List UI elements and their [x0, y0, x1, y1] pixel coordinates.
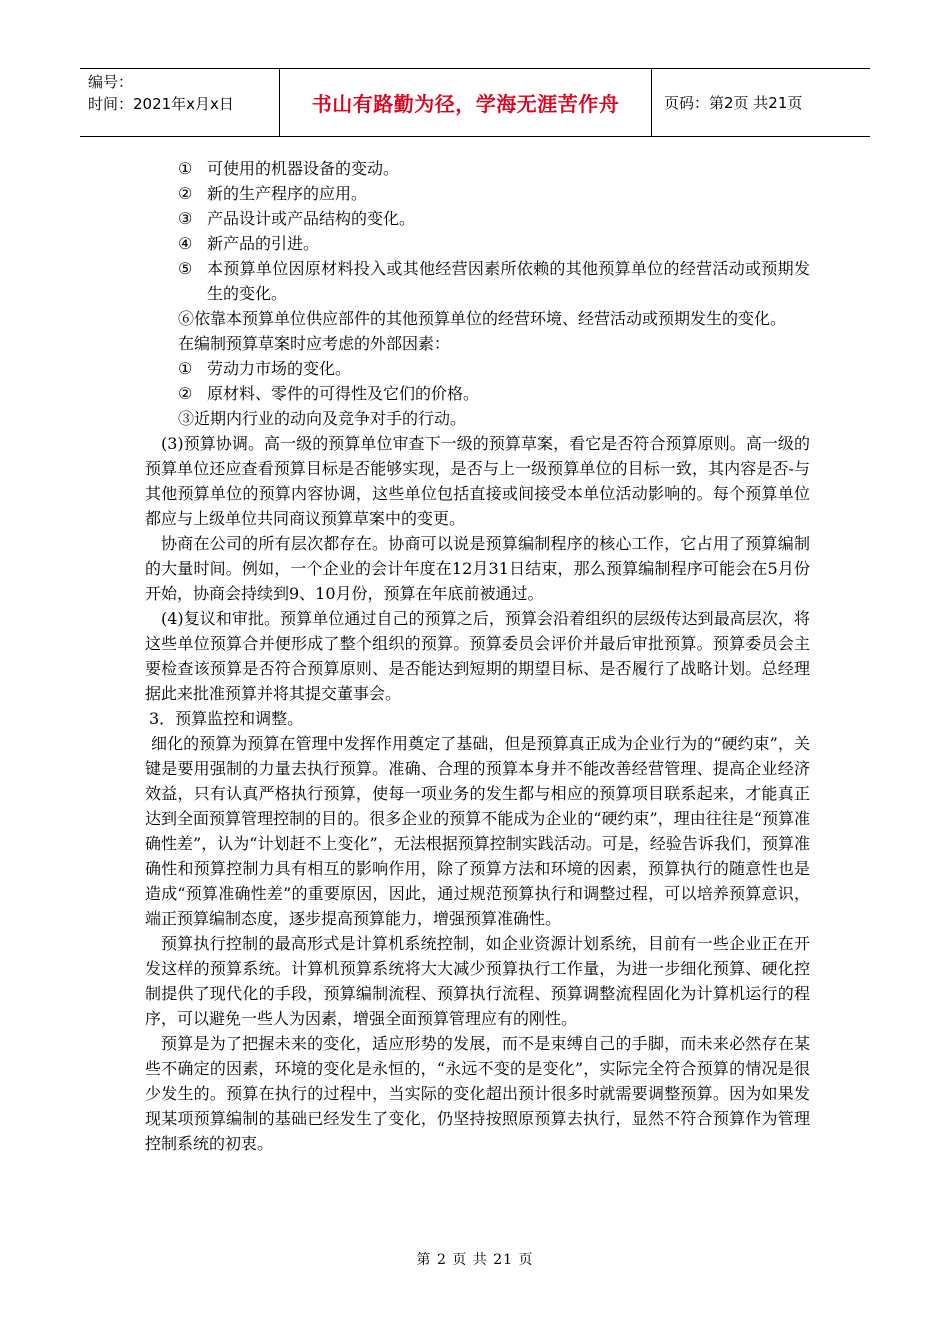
- paragraph-budget-change: 预算是为了把握未来的变化，适应形势的发展，而不是束缚自己的手脚，而未来必然存在某些不确定的因素，环境的变化是永恒的，“永远不变的是变化”，实际完全符合预算的情况是很少发生的。预算在执行的过程中，当实际的变化超出预计很多时就需要调整预算。因为如果发现某项预算编制的基础已经发生了变化，仍坚持按照原预算去执行，显然不符合预算作为管理控制系统的初衷。: [145, 1034, 810, 1153]
- list-item: ③ 产品设计或产品结构的变化。: [178, 209, 416, 228]
- list-item: ⑤ 本预算单位因原材料投入或其他经营因素所依赖的其他预算单位的经营活动或预期发生的变化。: [178, 259, 810, 303]
- page-header: [80, 68, 870, 137]
- paragraph-computer-control: 预算执行控制的最高形式是计算机系统控制，如企业资源计划系统，目前有一些企业正在开发这样的预算系统。计算机预算系统将大大减少预算执行工作量，为进一步细化预算、硬化控制提供了现代化的手段，预算编制流程、预算执行流程、预算调整流程固化为计算机运行的程序，可以避免一些人为因素，增强全面预算管理应有的刚性。: [145, 934, 810, 1028]
- header-motto: 书山有路勤为径，学海无涯苦作舟: [280, 69, 652, 136]
- paragraph-negotiation: 协商在公司的所有层次都存在。协商可以说是预算编制程序的核心工作，它占用了预算编制的大量时间。例如，一个企业的会计年度在12月31日结束，那么预算编制程序可能会在5月份开始，协商会持续到9、10月份，预算在年底前被通过。: [145, 534, 810, 603]
- serial-label: 编号：: [88, 73, 134, 91]
- page-footer: 第 2 页 共 21 页: [416, 1252, 534, 1268]
- section-heading: 3．预算监控和调整。: [149, 709, 304, 728]
- document-body: [145, 156, 810, 1156]
- list-item: ⑥依靠本预算单位供应部件的其他预算单位的经营环境、经营活动或预期发生的变化。: [178, 309, 787, 328]
- list-item: ② 新的生产程序的应用。: [178, 184, 368, 203]
- header-page-info: 页码：第2页 共21页: [664, 94, 803, 112]
- list-item: ① 劳动力市场的变化。: [178, 359, 352, 378]
- list-item: ① 可使用的机器设备的变动。: [178, 159, 400, 178]
- list-item: ③近期内行业的动向及竞争对手的行动。: [178, 409, 467, 428]
- paragraph-coordination: (3)预算协调。高一级的预算单位审查下一级的预算草案，看它是否符合预算原则。高一级的预算单位还应查看预算目标是否能够实现，是否与上一级预算单位的目标一致，其内容是否-与其他预算单位的预算内容协调，这些单位包括直接或间接受本单位活动影响的。每个预算单位都应与上级单位共同商议预算草案中的变更。: [145, 434, 810, 528]
- paragraph-review: (4)复议和审批。预算单位通过自己的预算之后，预算会沿着组织的层级传达到最高层次，将这些单位预算合并便形成了整个组织的预算。预算委员会评价并最后审批预算。预算委员会主要检查该预算是否符合预算原则、是否能达到短期的期望目标、是否履行了战略计划。总经理据此来批准预算并将其提交董事会。: [145, 609, 810, 703]
- header-meta: [80, 69, 280, 136]
- paragraph-hard-constraint: 细化的预算为预算在管理中发挥作用奠定了基础，但是预算真正成为企业行为的“硬约束”，关键是要用强制的力量去执行预算。准确、合理的预算本身并不能改善经营管理、提高企业经济效益，只有认真严格执行预算，使每一项业务的发生都与相应的预算项目联系起来，才能真正达到全面预算管理控制的目的。很多企业的预算不能成为企业的“硬约束”，理由往往是“预算准确性差”，认为“计划赶不上变化”，无法根据预算控制实践活动。可是，经验告诉我们，预算准确性和预算控制力具有相互的影响作用，除了预算方法和环境的因素，预算执行的随意性也是造成“预算准确性差”的重要原因，因此，通过规范预算执行和调整过程，可以培养预算意识，端正预算编制态度，逐步提高预算能力，增强预算准确性。: [145, 734, 810, 928]
- list-item: ② 原材料、零件的可得性及它们的价格。: [178, 384, 480, 403]
- time-label: 时间：2021年x月x日: [88, 95, 234, 113]
- list-item: ④ 新产品的引进。: [178, 234, 320, 253]
- external-factors-intro: 在编制预算草案时应考虑的外部因素：: [178, 334, 451, 353]
